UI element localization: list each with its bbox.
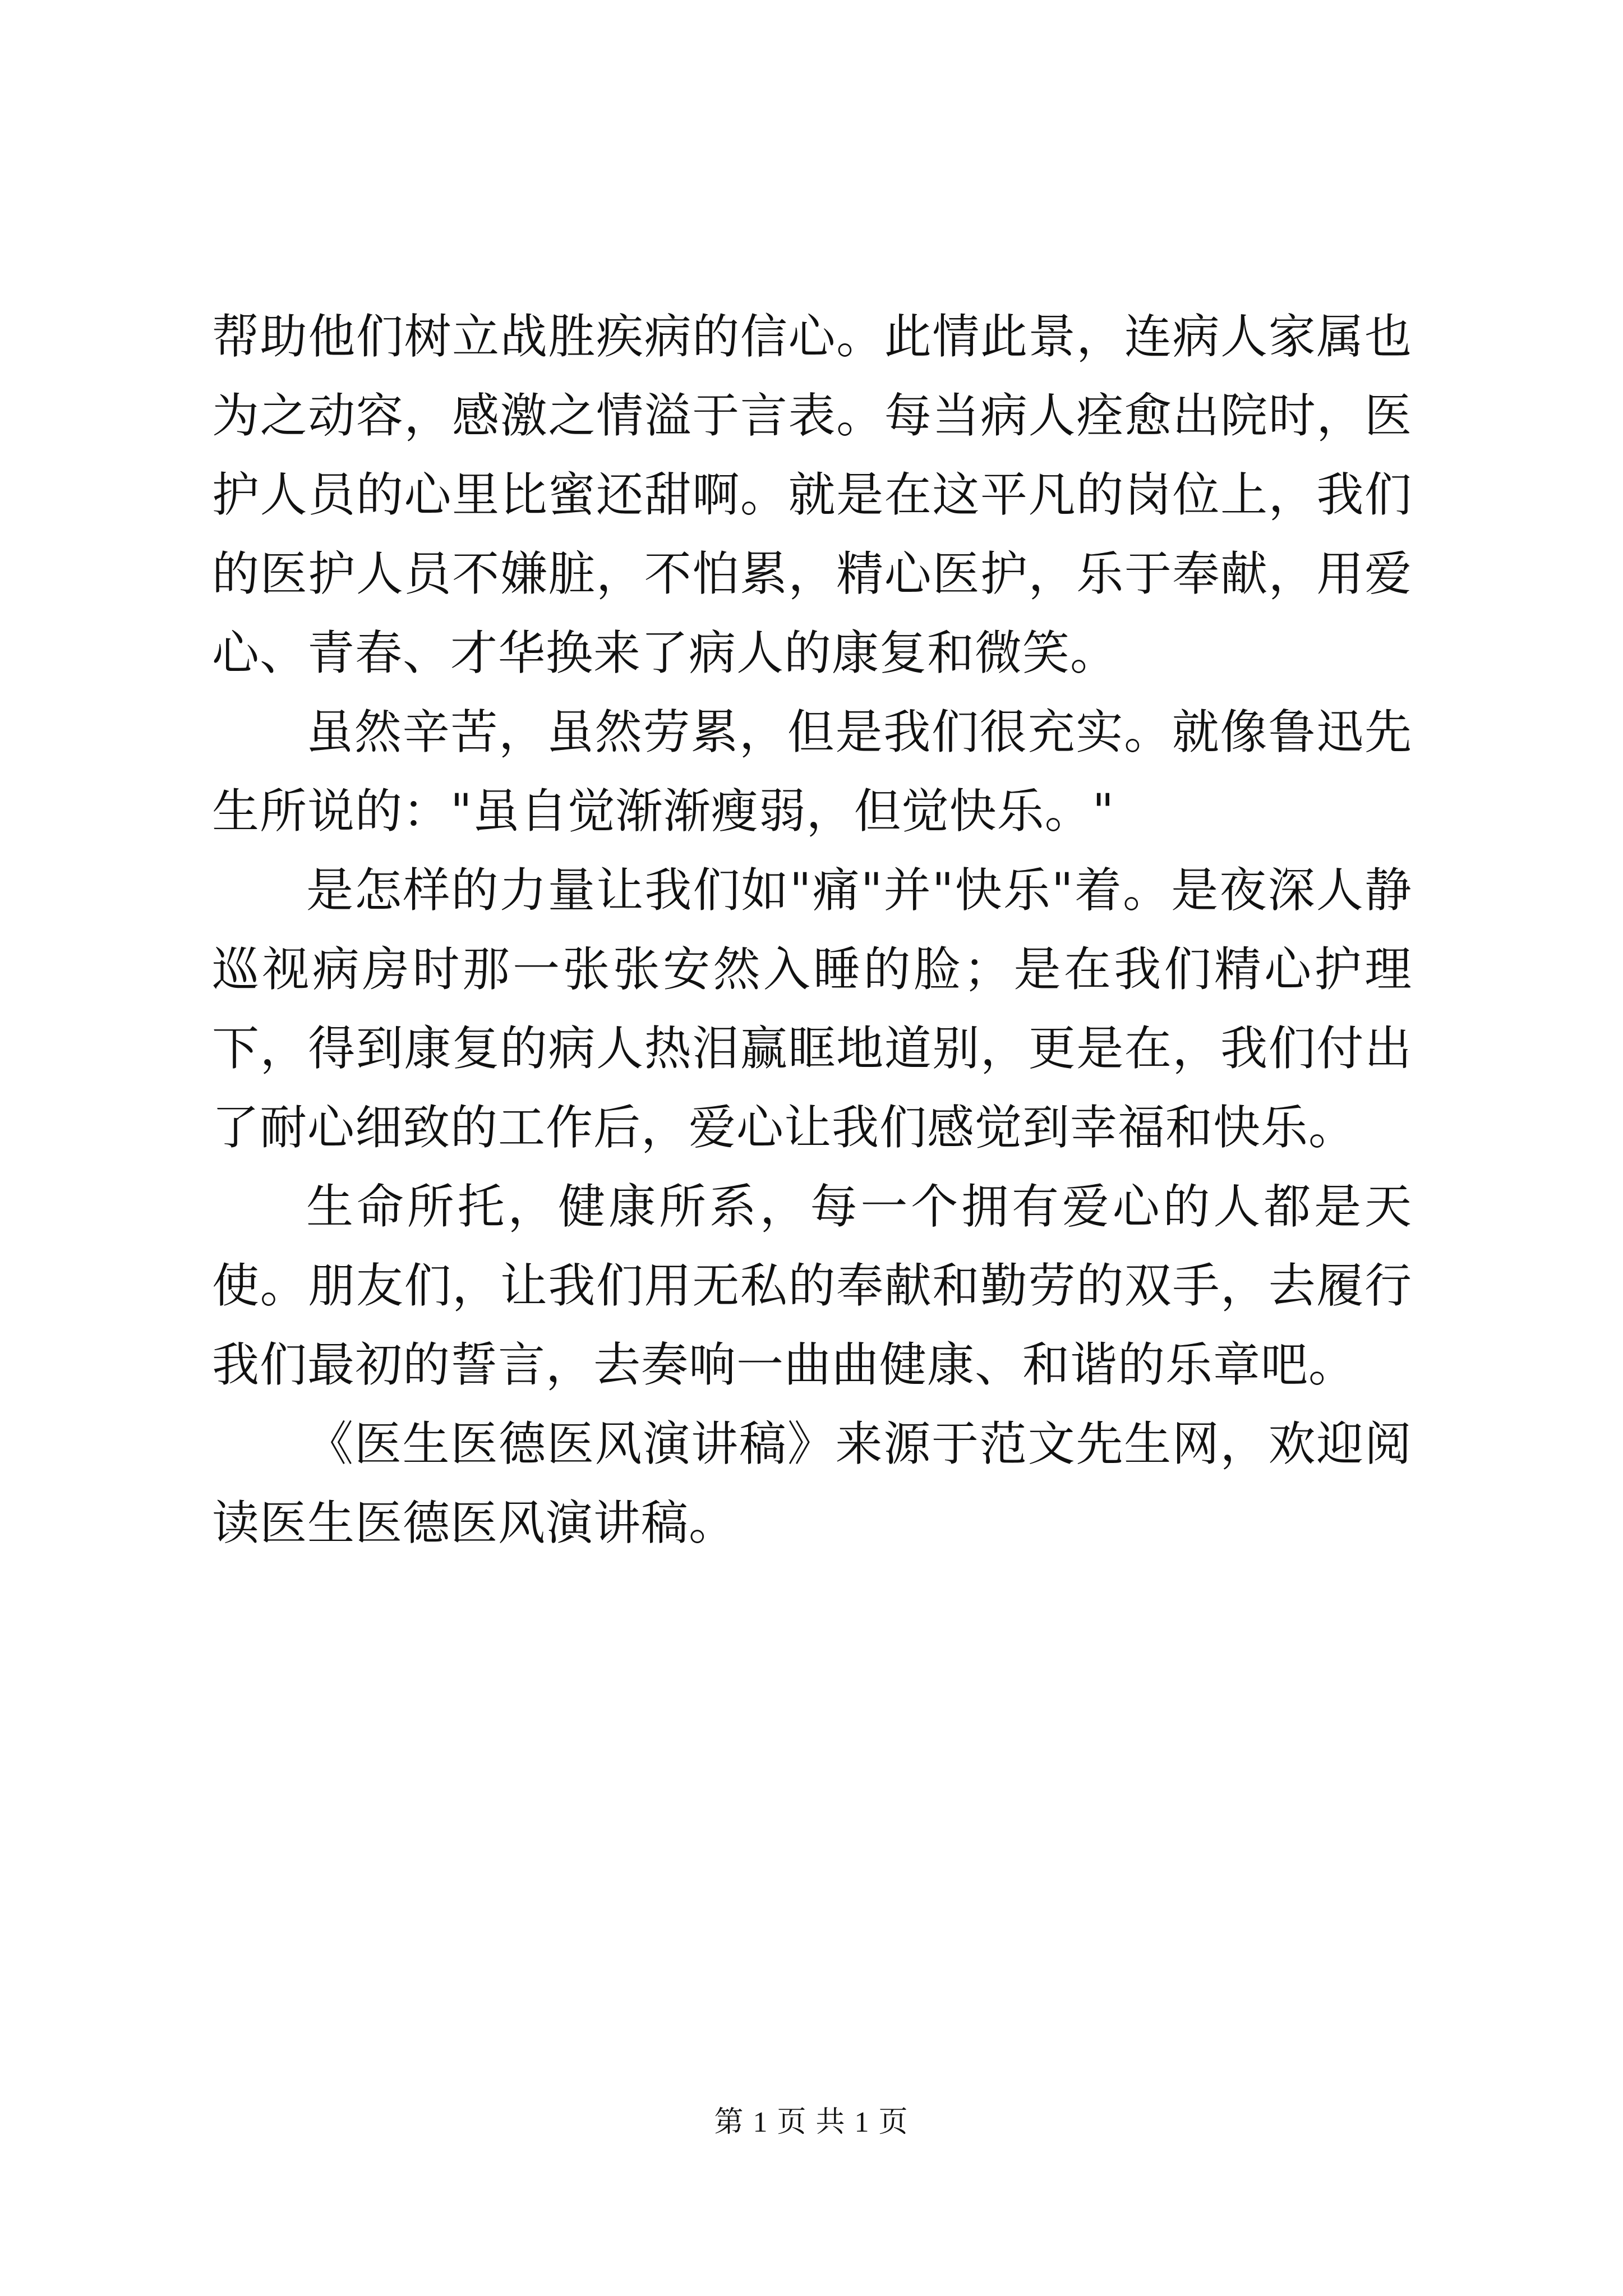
paragraph-1: 帮助他们树立战胜疾病的信心。此情此景，连病人家属也为之动容，感激之情溢于言表。每当病人痊愈出院时，医护人员的心里比蜜还甜啊。就是在这平凡的岗位上，我们的医护人员不嫌脏，不怕累，精心医护，乐于奉献，用爱心、青春、才华换来了病人的康复和微笑。 [212, 309, 1412, 680]
page-footer: 第 1 页 共 1 页 [714, 2106, 909, 2138]
paragraph-5: 《医生医德医风演讲稿》来源于范文先生网，欢迎阅读医生医德医风演讲稿。 [212, 1416, 1412, 1550]
paragraph-4: 生命所托，健康所系，每一个拥有爱心的人都是天使。朋友们，让我们用无私的奉献和勤劳的双手，去履行我们最初的誓言，去奏响一曲曲健康、和谐的乐章吧。 [212, 1179, 1412, 1392]
paragraph-2: 虽然辛苦，虽然劳累，但是我们很充实。就像鲁迅先生所说的："虽自觉渐渐瘦弱，但觉快乐。" [212, 705, 1412, 839]
paragraph-3: 是怎样的力量让我们如"痛"并"快乐"着。是夜深人静巡视病房时那一张张安然入睡的脸；是在我们精心护理下，得到康复的病人热泪赢眶地道别，更是在，我们付出了耐心细致的工作后，爱心让我们感觉到幸福和快乐。 [212, 863, 1412, 1155]
document-body [212, 297, 1412, 1563]
